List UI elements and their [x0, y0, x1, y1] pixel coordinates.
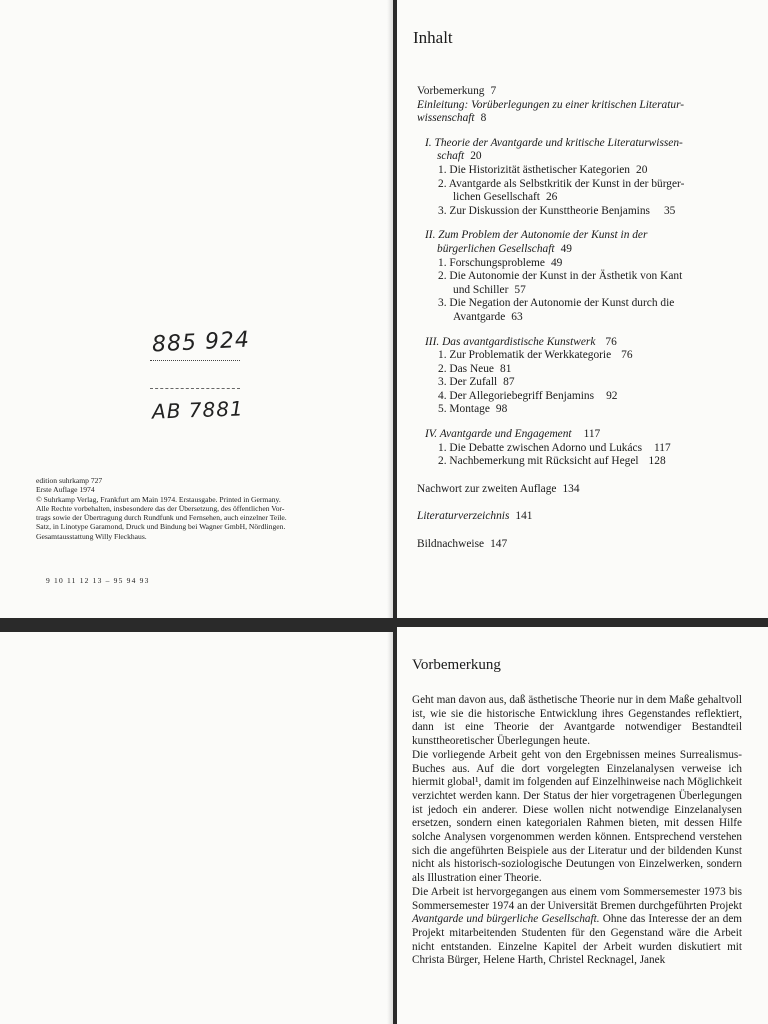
toc-label: lichen Gesellschaft: [453, 191, 540, 204]
paragraph: [412, 886, 742, 968]
toc-page-number: 26: [545, 191, 558, 204]
toc-label: schaft: [437, 150, 465, 163]
toc-section: [417, 363, 747, 377]
toc-page-number: 141: [515, 510, 533, 523]
imprint-line: edition suhrkamp 727: [36, 476, 103, 485]
blank-page: [0, 632, 393, 1024]
toc-label: III. Das avantgardistische Kunstwerk: [425, 335, 596, 348]
toc-entry-literaturverzeichnis: [417, 510, 747, 524]
table-of-contents: [417, 85, 747, 552]
toc-section-cont: [417, 311, 747, 325]
toc-label: 5. Montage: [438, 403, 490, 416]
imprint-line: Alle Rechte vorbehalten, insbesondere das der Übersetzung, des öffentlichen Vor-: [36, 503, 285, 513]
toc-section: [417, 376, 747, 390]
gutter-shadow: [387, 0, 393, 618]
toc-page-number: 128: [648, 455, 666, 468]
toc-entry-bildnachweise: [417, 538, 747, 552]
library-stamp-signature: 885 924: [151, 327, 251, 358]
toc-page-number: 20: [636, 163, 648, 176]
stamp-rule: [150, 360, 240, 361]
toc-page-number: 57: [514, 283, 526, 296]
toc-label: 1. Forschungsprobleme: [438, 256, 545, 269]
imprint-line: Erste Auflage 1974: [36, 485, 95, 495]
toc-chapter-2-cont: [417, 243, 747, 257]
toc-section: [417, 257, 747, 271]
library-stamp-code: AB 7881: [151, 396, 245, 424]
toc-label: und Schiller: [453, 283, 509, 296]
contents-page: [397, 0, 768, 618]
paragraph-text: Die Arbeit ist hervorgegangen aus einem vom Sommersemester 1973 bis Sommersemester 1974 an der Universität Bremen durchgeführten Projekt: [412, 885, 742, 912]
toc-label: 4. Der Allegoriebegriff Benjamins: [438, 389, 595, 402]
toc-chapter-2: [417, 229, 747, 243]
toc-label: 1. Zur Problematik der Werkkategorie: [438, 349, 612, 362]
toc-label: 1. Die Historizität ästhetischer Kategorien: [438, 163, 630, 176]
body-text: [412, 694, 742, 968]
imprint-line: Gesamtausstattung Willy Fleckhaus.: [36, 531, 147, 541]
toc-label: 3. Die Negation der Autonomie der Kunst durch die: [438, 297, 675, 310]
paragraph-text: Ohne das Interesse der an dem Projekt mitarbeitenden Studenten für den Gegenstand wäre die Arbeit nicht entstanden. Einzelne Kapitel der Arbeit wurden diskutiert mit Christa Bürger, Helene Harth, Christel Recknagel, Janek: [412, 913, 743, 967]
toc-section: [417, 349, 747, 363]
toc-entry-einleitung: [417, 99, 747, 113]
toc-section: [417, 164, 747, 178]
toc-label: 1. Die Debatte zwischen Adorno und Lukács: [438, 441, 643, 454]
toc-label: Vorbemerkung: [417, 85, 485, 97]
toc-section: [417, 390, 747, 404]
imprint-line: trags sowie der Übertragung durch Rundfunk und Fernsehen, auch einzelner Teile.: [36, 513, 287, 523]
toc-label: 2. Das Neue: [438, 362, 494, 375]
paragraph: Die vorliegende Arbeit geht von den Ergebnissen meines Surrealismus-Buches aus. Auf die dort vorgelegten Einzelanalysen verweise ich hiermit global¹, damit im folgenden auf Einzelhinweise nach Möglichkeit verzichtet werden kann. Der Status der hier vorgetragenen Überlegungen ist jedoch ein anderer. Diese wollen nicht notwendige Einzelanalysen ersetzen, sondern einen kategorialen Rahmen bieten, mit dessen Hilfe solche Analysen vorgenommen werden können. Entsprechend verstehen sich die angeführten Beispiele aus der Literatur und der bildenden Kunst nicht als historisch-soziologische Deutungen von Einzelwerken, sondern als Illustration einer Theorie.: [412, 748, 742, 885]
toc-page-number: 92: [606, 389, 618, 402]
page-title: Inhalt: [413, 28, 453, 47]
vorbemerkung-page: [397, 627, 768, 1024]
toc-label: IV. Avantgarde und Engagement: [425, 428, 572, 441]
imprint-line: © Suhrkamp Verlag, Frankfurt am Main 1974. Erstausgabe. Printed in Germany.: [36, 494, 281, 504]
toc-entry-nachwort: [417, 483, 747, 497]
toc-label: Nachwort zur zweiten Auflage: [417, 482, 557, 495]
toc-chapter-4: [417, 428, 747, 442]
toc-chapter-1-cont: [417, 150, 747, 164]
toc-entry-vorbemerkung: [417, 85, 747, 99]
toc-label: II. Zum Problem der Autonomie der Kunst in der: [425, 229, 648, 242]
toc-page-number: 76: [621, 349, 633, 362]
toc-section-cont: [417, 191, 747, 205]
toc-page-number: 147: [490, 538, 508, 551]
toc-label: 3. Der Zufall: [438, 376, 498, 389]
paragraph: Geht man davon aus, daß ästhetische Theorie nur in dem Maße gehaltvoll ist, wie sie die historische Entwicklung ihres Gegenstandes reflektiert, dann ist eine Theorie der Avantgarde notwendiger Bestandteil kunsttheoretischer Überlegungen heute.: [412, 694, 742, 748]
print-run-numbers: 9 10 11 12 13 – 95 94 93: [46, 576, 150, 585]
toc-page-number: 35: [663, 204, 676, 217]
toc-page-number: 8: [480, 112, 487, 125]
toc-page-number: 117: [583, 428, 601, 441]
toc-page-number: 98: [495, 403, 508, 416]
toc-page-number: 63: [511, 310, 523, 323]
toc-entry-einleitung-cont: [417, 112, 747, 126]
toc-section: [417, 178, 747, 192]
toc-page-number: 49: [560, 242, 572, 255]
toc-section: [417, 205, 747, 219]
toc-section: [417, 403, 747, 417]
toc-label: wissenschaft: [417, 112, 475, 125]
toc-page-number: 7: [490, 85, 497, 97]
toc-label: bürgerlichen Gesellschaft: [437, 242, 555, 255]
toc-page-number: 81: [500, 362, 512, 375]
imprint-block: [36, 476, 366, 541]
toc-label: 2. Nachbemerkung mit Rücksicht auf Hegel: [438, 455, 639, 468]
toc-page-number: 49: [550, 256, 563, 269]
section-title: Vorbemerkung: [412, 657, 501, 673]
toc-page-number: 20: [470, 150, 482, 163]
toc-section: [417, 270, 747, 284]
imprint-page: [0, 0, 393, 618]
toc-section: [417, 297, 747, 311]
toc-label: 2. Die Autonomie der Kunst in der Ästhetik von Kant: [438, 270, 683, 283]
toc-label: Einleitung: Vorüberlegungen zu einer kritischen Literatur-: [417, 98, 685, 111]
toc-label: I. Theorie der Avantgarde und kritische Literaturwissen-: [425, 136, 683, 149]
toc-section-cont: [417, 284, 747, 298]
toc-label: Bildnachweise: [417, 538, 485, 551]
toc-section: [417, 455, 747, 469]
toc-label: 2. Avantgarde als Selbstkritik der Kunst in der bürger-: [438, 177, 685, 190]
toc-chapter-3: [417, 336, 747, 350]
toc-label: 3. Zur Diskussion der Kunsttheorie Benjamins: [438, 204, 650, 217]
toc-page-number: 87: [503, 376, 515, 389]
toc-page-number: 117: [654, 441, 671, 454]
toc-section: [417, 442, 747, 456]
toc-label: Literaturverzeichnis: [417, 510, 510, 523]
toc-page-number: 76: [605, 335, 617, 348]
toc-label: Avantgarde: [453, 310, 506, 323]
stamp-rule: [150, 388, 240, 389]
toc-chapter-1: [417, 137, 747, 151]
toc-page-number: 134: [562, 482, 580, 495]
project-title: Avantgarde und bürgerliche Gesellschaft.: [412, 913, 600, 926]
imprint-line: Satz, in Linotype Garamond, Druck und Bindung bei Wagner GmbH, Nördlingen.: [36, 522, 286, 532]
gutter-shadow: [387, 632, 393, 1024]
